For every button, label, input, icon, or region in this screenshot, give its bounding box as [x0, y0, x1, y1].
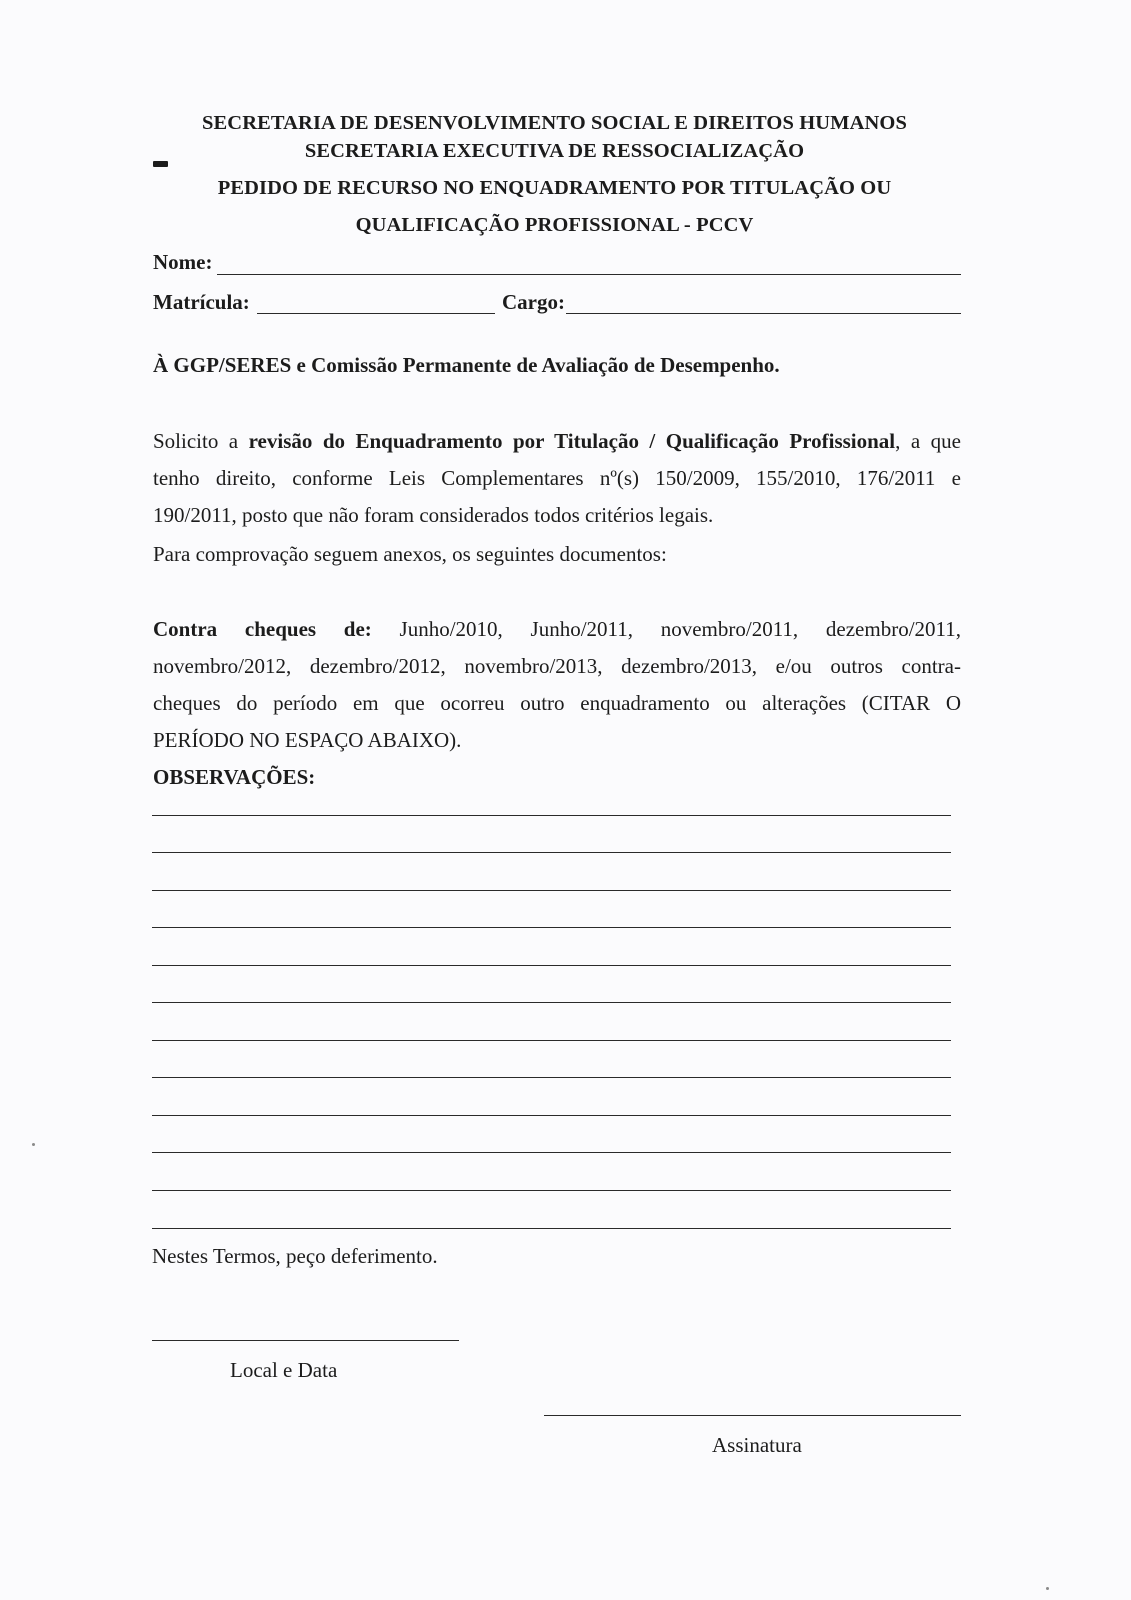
- form-title-line1: PEDIDO DE RECURSO NO ENQUADRAMENTO POR TITULAÇÃO OU: [217, 177, 892, 199]
- observacoes-line[interactable]: [152, 1152, 951, 1153]
- observacoes-line[interactable]: [152, 890, 951, 891]
- contra-cheques-paragraph: [153, 611, 961, 759]
- request-bold-text: revisão do Enquadramento por Titulação / Qualificação Profissional: [248, 429, 896, 453]
- contra-line-4: PERÍODO NO ESPAÇO ABAIXO).: [153, 728, 462, 752]
- observacoes-line[interactable]: [152, 1190, 951, 1191]
- observacoes-line[interactable]: [152, 965, 951, 966]
- cargo-field-line[interactable]: [566, 313, 961, 314]
- addressee-line: À GGP/SERES e Comissão Permanente de Avaliação de Desempenho.: [153, 353, 780, 377]
- contra-line-2: novembro/2012, dezembro/2012, novembro/2013, dezembro/2013, e/ou outros contra-: [153, 654, 961, 678]
- observacoes-line[interactable]: [152, 1002, 951, 1003]
- scan-speck: [1046, 1587, 1049, 1590]
- request-rest: , a que: [895, 429, 961, 453]
- observacoes-line[interactable]: [152, 852, 951, 853]
- contra-line-1: [153, 611, 961, 648]
- header-mark: [153, 161, 168, 167]
- nome-label: Nome:: [153, 250, 213, 274]
- cargo-label: Cargo:: [502, 290, 565, 314]
- request-line-1: [153, 423, 961, 460]
- observacoes-line[interactable]: [152, 1115, 951, 1116]
- matricula-label: Matrícula:: [153, 290, 250, 314]
- contra-bold-label: Contra cheques de:: [153, 617, 372, 641]
- local-data-label: Local e Data: [230, 1358, 338, 1382]
- request-line-3: 190/2011, posto que não foram considerados todos critérios legais.: [153, 503, 714, 527]
- matricula-field-line[interactable]: [257, 313, 495, 314]
- header-executiva-line: SECRETARIA EXECUTIVA DE RESSOCIALIZAÇÃO: [304, 140, 805, 162]
- assinatura-label: Assinatura: [712, 1433, 802, 1457]
- assinatura-line[interactable]: [544, 1415, 961, 1416]
- local-data-line[interactable]: [152, 1340, 459, 1341]
- header-secretaria-line: SECRETARIA DE DESENVOLVIMENTO SOCIAL E DIREITOS HUMANOS: [202, 112, 907, 134]
- form-title-line2: QUALIFICAÇÃO PROFISSIONAL - PCCV: [355, 214, 754, 236]
- nome-field-line[interactable]: [217, 274, 961, 275]
- closing-text: Nestes Termos, peço deferimento.: [152, 1244, 438, 1268]
- contra-line-1-rest: Junho/2010, Junho/2011, novembro/2011, dezembro/2011,: [399, 617, 962, 641]
- observacoes-line[interactable]: [152, 927, 951, 928]
- observacoes-label: OBSERVAÇÕES:: [153, 765, 316, 789]
- observacoes-line[interactable]: [152, 1077, 951, 1078]
- observacoes-line[interactable]: [152, 1040, 951, 1041]
- request-line-2: tenho direito, conforme Leis Complementares nº(s) 150/2009, 155/2010, 176/2011 e: [153, 466, 961, 490]
- contra-line-3: cheques do período em que ocorreu outro enquadramento ou alterações (CITAR O: [153, 691, 961, 715]
- observacoes-line[interactable]: [152, 815, 951, 816]
- request-line-4: Para comprovação seguem anexos, os seguintes documentos:: [153, 542, 667, 566]
- scan-speck: [32, 1143, 35, 1146]
- observacoes-line[interactable]: [152, 1228, 951, 1229]
- request-paragraph: [153, 423, 961, 534]
- request-intro: Solicito a: [153, 429, 239, 453]
